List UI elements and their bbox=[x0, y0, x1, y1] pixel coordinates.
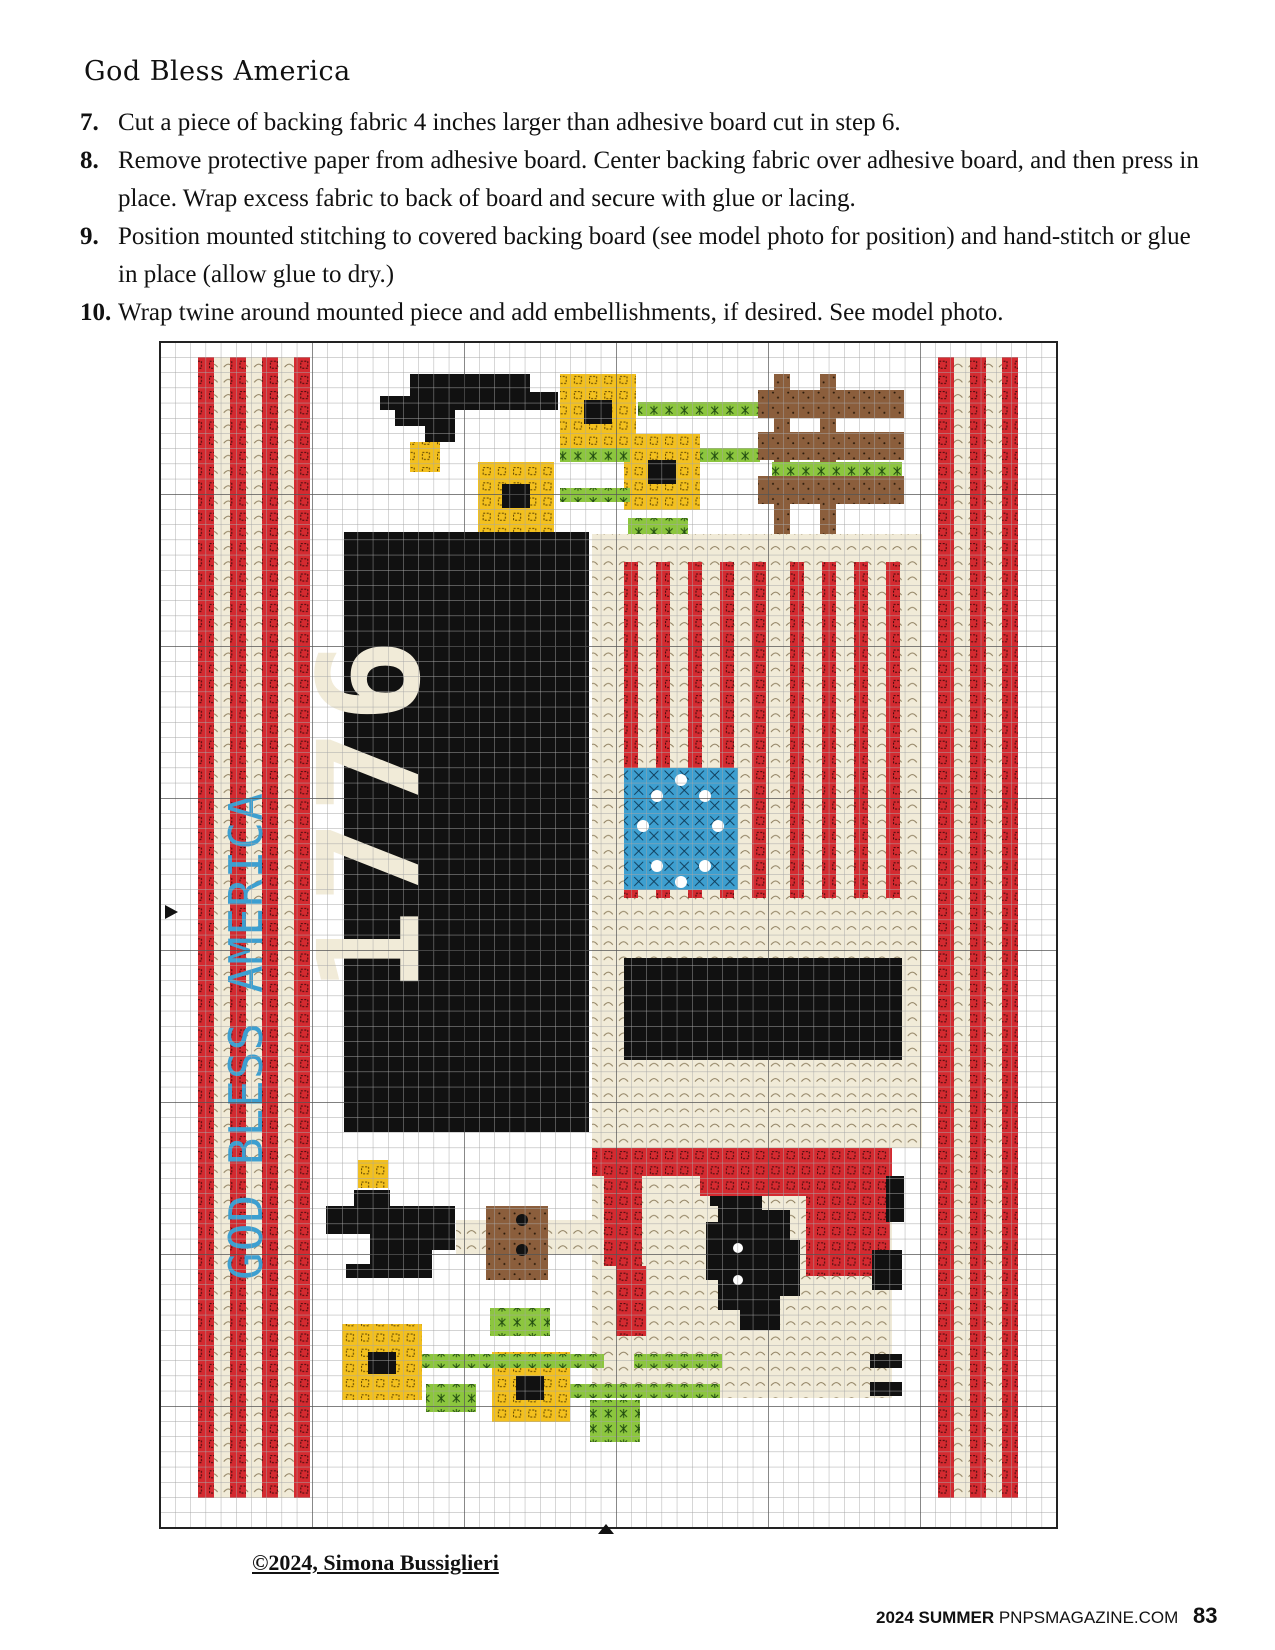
page-footer bbox=[876, 1603, 1218, 1629]
footer-site: PNPSMAGAZINE.COM bbox=[998, 1608, 1179, 1627]
pattern-title: God Bless America bbox=[84, 56, 351, 87]
step-number: 9. bbox=[80, 223, 99, 250]
chart-major-grid bbox=[160, 342, 1057, 1528]
step-text: Cut a piece of backing fabric 4 inches larger than adhesive board cut in step 6. bbox=[118, 109, 901, 136]
copyright-notice: ©2024, Simona Bussiglieri bbox=[252, 1550, 499, 1575]
step-number: 10. bbox=[80, 299, 112, 326]
page-number: 83 bbox=[1193, 1603, 1218, 1628]
step-number: 8. bbox=[80, 147, 99, 174]
step-number: 7. bbox=[80, 109, 99, 136]
step-text: Wrap twine around mounted piece and add embellishments, if desired. See model photo. bbox=[118, 299, 1004, 326]
step-text: Remove protective paper from adhesive board. Center backing fabric over adhesive board, and then press in place. Wrap excess fabric to back of board and secure with glue or lacing. bbox=[118, 147, 1199, 212]
step-text: Position mounted stitching to covered backing board (see model photo for position) and hand-stitch or glue in place (allow glue to dry.) bbox=[118, 223, 1191, 288]
footer-season: 2024 SUMMER bbox=[876, 1608, 995, 1627]
